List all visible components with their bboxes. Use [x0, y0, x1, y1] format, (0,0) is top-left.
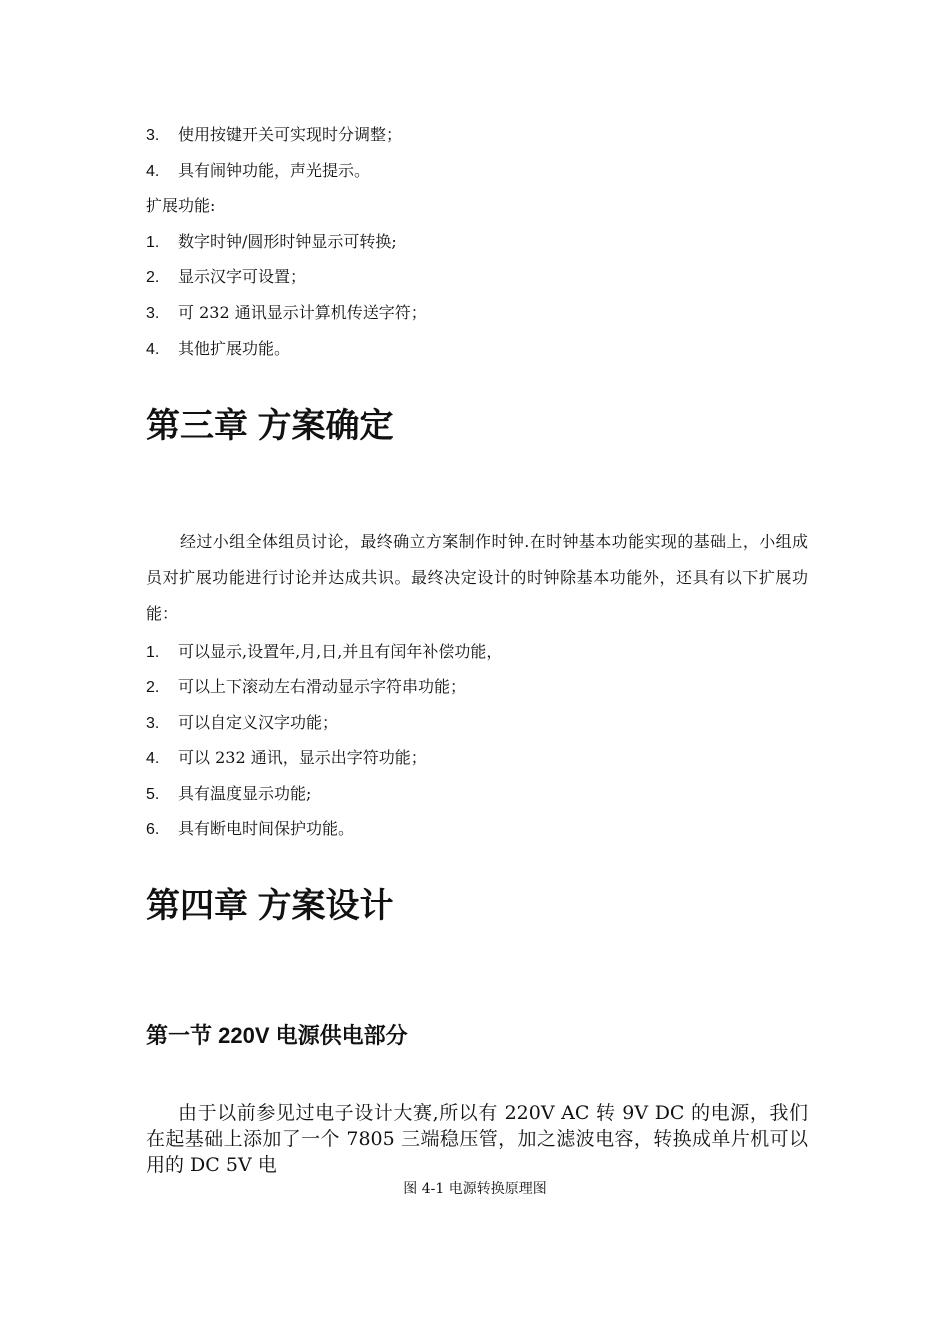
list-text: 具有闹钟功能，声光提示。	[178, 161, 371, 180]
list-item	[146, 301, 427, 326]
list-text: 数字时钟/圆形时钟显示可转换;	[178, 232, 397, 251]
list-item	[146, 711, 338, 736]
list-number: 2.	[146, 679, 160, 696]
list-text: 使用按键开关可实现时分调整；	[178, 125, 403, 144]
list-text: 可以 232 通讯，显示出字符功能；	[178, 748, 427, 767]
list-number: 1.	[146, 234, 160, 251]
list-item	[146, 675, 466, 700]
list-text: 显示汉字可设置；	[178, 267, 307, 286]
list-number: 4.	[146, 341, 160, 358]
list-item	[146, 817, 354, 842]
section-1-paragraph: 由于以前参见过电子设计大赛,所以有 220V AC 转 9V DC 的电源，我们在起基础上添加了一个 7805 三端稳压管，加之滤波电容，转换成单片机可以用的 DC 5V 电	[146, 1102, 808, 1176]
extension-label: 扩展功能:	[146, 196, 216, 215]
list-item	[146, 159, 370, 184]
list-text: 具有断电时间保护功能。	[178, 819, 355, 838]
figure-caption: 图 4-1 电源转换原理图	[403, 1181, 547, 1197]
list-number: 6.	[146, 821, 160, 838]
list-text: 可以显示,设置年,月,日,并且有闰年补偿功能，	[178, 642, 503, 661]
list-text: 可以上下滚动左右滑动显示字符串功能；	[178, 677, 467, 696]
list-number: 2.	[146, 269, 160, 286]
list-item	[146, 265, 306, 290]
list-text: 其他扩展功能。	[178, 339, 291, 358]
list-item	[146, 337, 290, 362]
list-item	[146, 123, 402, 148]
list-text: 可以自定义汉字功能；	[178, 713, 339, 732]
chapter-3-title: 第三章 方案确定	[146, 407, 394, 445]
list-item	[146, 230, 397, 255]
chapter-4-title: 第四章 方案设计	[146, 887, 394, 925]
list-text: 可 232 通讯显示计算机传送字符；	[178, 303, 427, 322]
list-number: 3.	[146, 127, 160, 144]
list-number: 4.	[146, 750, 160, 767]
list-number: 5.	[146, 786, 160, 803]
list-item	[146, 746, 427, 771]
list-number: 3.	[146, 305, 160, 322]
list-text: 具有温度显示功能;	[178, 784, 312, 803]
chapter-3-paragraph: 经过小组全体组员讨论，最终确立方案制作时钟.在时钟基本功能实现的基础上，小组成员对扩展功能进行讨论并达成共识。最终决定设计的时钟除基本功能外，还具有以下扩展功能：	[146, 532, 808, 623]
list-number: 3.	[146, 715, 160, 732]
list-number: 4.	[146, 163, 160, 180]
list-number: 1.	[146, 644, 160, 661]
section-1-title: 第一节 220V 电源供电部分	[146, 1023, 408, 1048]
list-item	[146, 782, 311, 807]
list-item	[146, 640, 502, 665]
